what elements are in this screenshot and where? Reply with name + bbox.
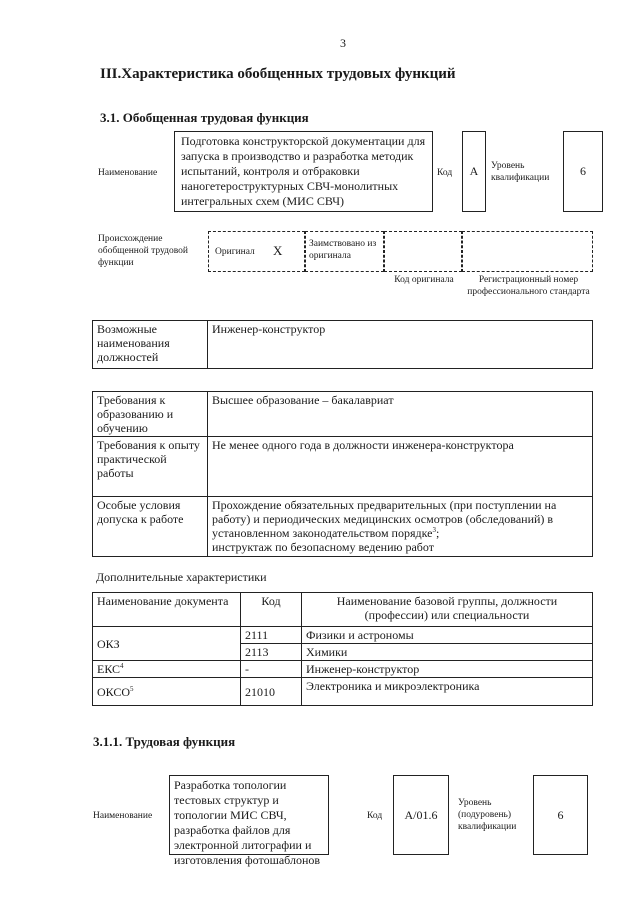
eks-name: Инженер-конструктор [302,661,593,678]
original-mark: X [273,243,283,258]
function-name-box [174,131,433,212]
special-conditions-sep: ; [435,526,440,540]
education-value: Высшее образование – бакалавриат [208,392,593,437]
reg-number-caption: Регистрационный номер профессионального стандарта [467,275,590,297]
function-name-value: Подготовка конструкторской документации для запуска в производство и разработка методик испытаний, контроля и отбраковки наногетероструктурных СВЧ-монолитных интегральных схем (МИС СВЧ) [181,134,426,208]
requirements-table [92,391,593,557]
code-box-2 [393,775,449,855]
okz-label: ОКЗ [93,627,241,661]
code-label: Код [437,168,453,178]
eks-code: - [241,661,302,678]
borrowed-label: Заимствовано из оригинала [309,239,377,261]
eks-text: ЕКС [97,662,121,676]
subsection-heading: 3.1. Обобщенная трудовая функция [100,110,309,125]
special-conditions-text: Прохождение обязательных предварительных (при поступлении на работу) и периодических медицинских осмотров (обследований) в установленном законодательством порядке [212,498,557,540]
col-code-header: Код [241,593,302,627]
level-box [563,131,603,212]
positions-value: Инженер-конструктор [208,321,593,369]
table-header-row [93,593,593,627]
table-row [93,392,593,437]
additional-title: Дополнительные характеристики [96,570,267,584]
original-code-cell [384,231,462,272]
labor-function-name-box [169,775,329,867]
code-value-2: А/01.6 [404,807,438,822]
code-value: А [469,164,479,178]
col-name-header: Наименование базовой группы, должности (профессии) или специальности [302,593,593,627]
okz-code-2: 2113 [241,644,302,661]
okso-text: ОКСО [97,684,131,699]
original-code-caption: Код оригинала [394,275,454,285]
labor-function-heading: 3.1.1. Трудовая функция [93,734,236,749]
special-conditions-value [208,497,593,557]
code-box [462,131,486,212]
table-row [93,661,593,678]
level-value-2: 6 [557,807,564,822]
origin-label: Происхождение обобщенной трудовой функции [98,234,188,268]
table-row [93,678,593,706]
education-label: Требования к образованию и обучению [93,392,208,437]
positions-label: Возможные наименования должностей [93,321,208,369]
reg-number-cell [462,231,593,272]
original-label: Оригинал [215,247,255,257]
level-label: Уровень квалификации [491,161,550,183]
okz-code-1: 2111 [241,627,302,644]
special-conditions-label: Особые условия допуска к работе [93,497,208,557]
page-number: 3 [340,36,346,50]
table-row [93,627,593,644]
section-title: III.Характеристика обобщенных трудовых функций [100,66,456,82]
positions-table [92,320,593,369]
labor-function-name-value: Разработка топологии тестовых структур и топологии МИС СВЧ, разработка файлов для электронной литографии и изготовления фотошаблонов [174,778,321,867]
experience-value: Не менее одного года в должности инженера-конструктора [208,437,593,497]
level-value: 6 [580,164,586,178]
footnote-3: 3 [432,526,436,534]
original-cell [208,231,305,272]
footnote-4: 4 [120,662,124,670]
name-label-2: Наименование [93,811,153,821]
footnote-5: 5 [130,684,134,693]
name-label: Наименование [98,168,158,178]
okz-name-2: Химики [302,644,593,661]
level-box-2 [533,775,588,855]
col-doc-header: Наименование документа [93,593,241,627]
okso-name: Электроника и микроэлектроника [302,678,593,706]
code-label-2: Код [367,811,383,821]
table-row [93,437,593,497]
table-row [93,497,593,557]
okso-code: 21010 [241,678,302,706]
eks-label [93,661,241,678]
okso-label [93,678,241,706]
okz-name-1: Физики и астрономы [302,627,593,644]
borrowed-cell [305,231,384,272]
additional-table [92,592,593,706]
level-label-2: Уровень (подуровень) квалификации [458,798,517,832]
experience-label: Требования к опыту практической работы [93,437,208,497]
special-conditions-text-2: инструктаж по безопасному ведению работ [212,540,434,554]
